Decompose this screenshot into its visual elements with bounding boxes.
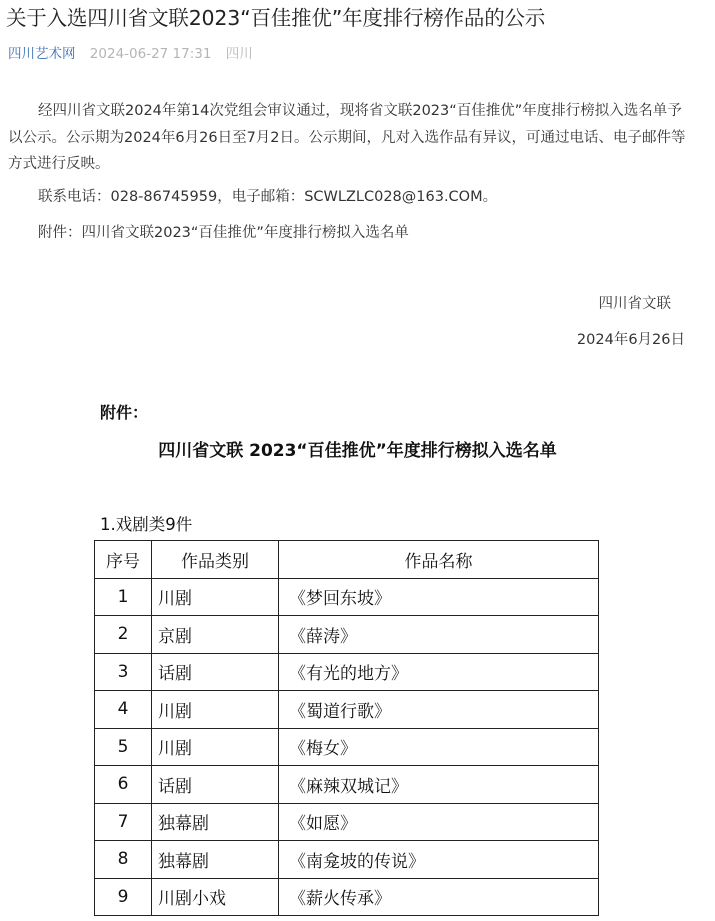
article-title: 关于入选四川省文联2023“百佳推优”年度排行榜作品的公示 — [6, 6, 546, 30]
table-row — [95, 803, 599, 841]
row-work-name: 《蜀道行歌》 — [279, 691, 599, 729]
location-tag: 四川 — [225, 46, 253, 62]
signature-org: 四川省文联 — [598, 296, 671, 312]
row-category: 话剧 — [152, 766, 279, 804]
row-work-name: 《薪火传承》 — [279, 878, 599, 916]
table-row — [95, 578, 599, 616]
row-index: 6 — [95, 766, 152, 804]
table-row — [95, 841, 599, 879]
table-header-row — [95, 541, 599, 579]
attachment-title: 四川省文联 2023“百佳推优”年度排行榜拟入选名单 — [158, 441, 557, 461]
article-meta — [8, 45, 253, 63]
row-category: 川剧小戏 — [152, 878, 279, 916]
row-work-name: 《麻辣双城记》 — [279, 766, 599, 804]
row-category: 话剧 — [152, 653, 279, 691]
row-index: 4 — [95, 691, 152, 729]
source-link[interactable]: 四川艺术网 — [8, 46, 76, 62]
table-row — [95, 766, 599, 804]
row-index: 2 — [95, 616, 152, 654]
row-category: 川剧 — [152, 691, 279, 729]
row-category: 独幕剧 — [152, 803, 279, 841]
table-row — [95, 728, 599, 766]
header-name: 作品名称 — [279, 541, 599, 579]
row-index: 1 — [95, 578, 152, 616]
works-table — [94, 540, 599, 916]
table-row — [95, 878, 599, 916]
attachment-note: 附件：四川省文联2023“百佳推优”年度排行榜拟入选名单 — [38, 225, 409, 241]
table-row — [95, 691, 599, 729]
row-index: 8 — [95, 841, 152, 879]
row-category: 京剧 — [152, 616, 279, 654]
announcement-paragraph: 经四川省文联2024年第14次党组会审议通过，现将省文联2023“百佳推优”年度排行榜拟入选名单予以公示。公示期为2024年6月26日至7月2日。公示期间，凡对入选作品有异议，可通过电话、电子邮件等方式进行反映。 — [8, 103, 686, 172]
table-row — [95, 653, 599, 691]
row-index: 9 — [95, 878, 152, 916]
category-title: 1.戏剧类9件 — [100, 515, 193, 534]
header-index: 序号 — [95, 541, 152, 579]
row-index: 7 — [95, 803, 152, 841]
row-work-name: 《梦回东坡》 — [279, 578, 599, 616]
publish-time: 2024-06-27 17:31 — [89, 46, 212, 62]
header-category: 作品类别 — [152, 541, 279, 579]
row-category: 川剧 — [152, 728, 279, 766]
contact-info: 联系电话：028-86745959，电子邮箱：SCWLZLC028@163.COM。 — [38, 189, 498, 205]
row-category: 独幕剧 — [152, 841, 279, 879]
row-index: 3 — [95, 653, 152, 691]
row-work-name: 《如愿》 — [279, 803, 599, 841]
table-row — [95, 616, 599, 654]
row-work-name: 《南龛坡的传说》 — [279, 841, 599, 879]
row-work-name: 《梅女》 — [279, 728, 599, 766]
row-index: 5 — [95, 728, 152, 766]
row-work-name: 《有光的地方》 — [279, 653, 599, 691]
signature-date: 2024年6月26日 — [576, 332, 685, 348]
attachment-label: 附件： — [100, 403, 149, 422]
row-category: 川剧 — [152, 578, 279, 616]
row-work-name: 《薛涛》 — [279, 616, 599, 654]
